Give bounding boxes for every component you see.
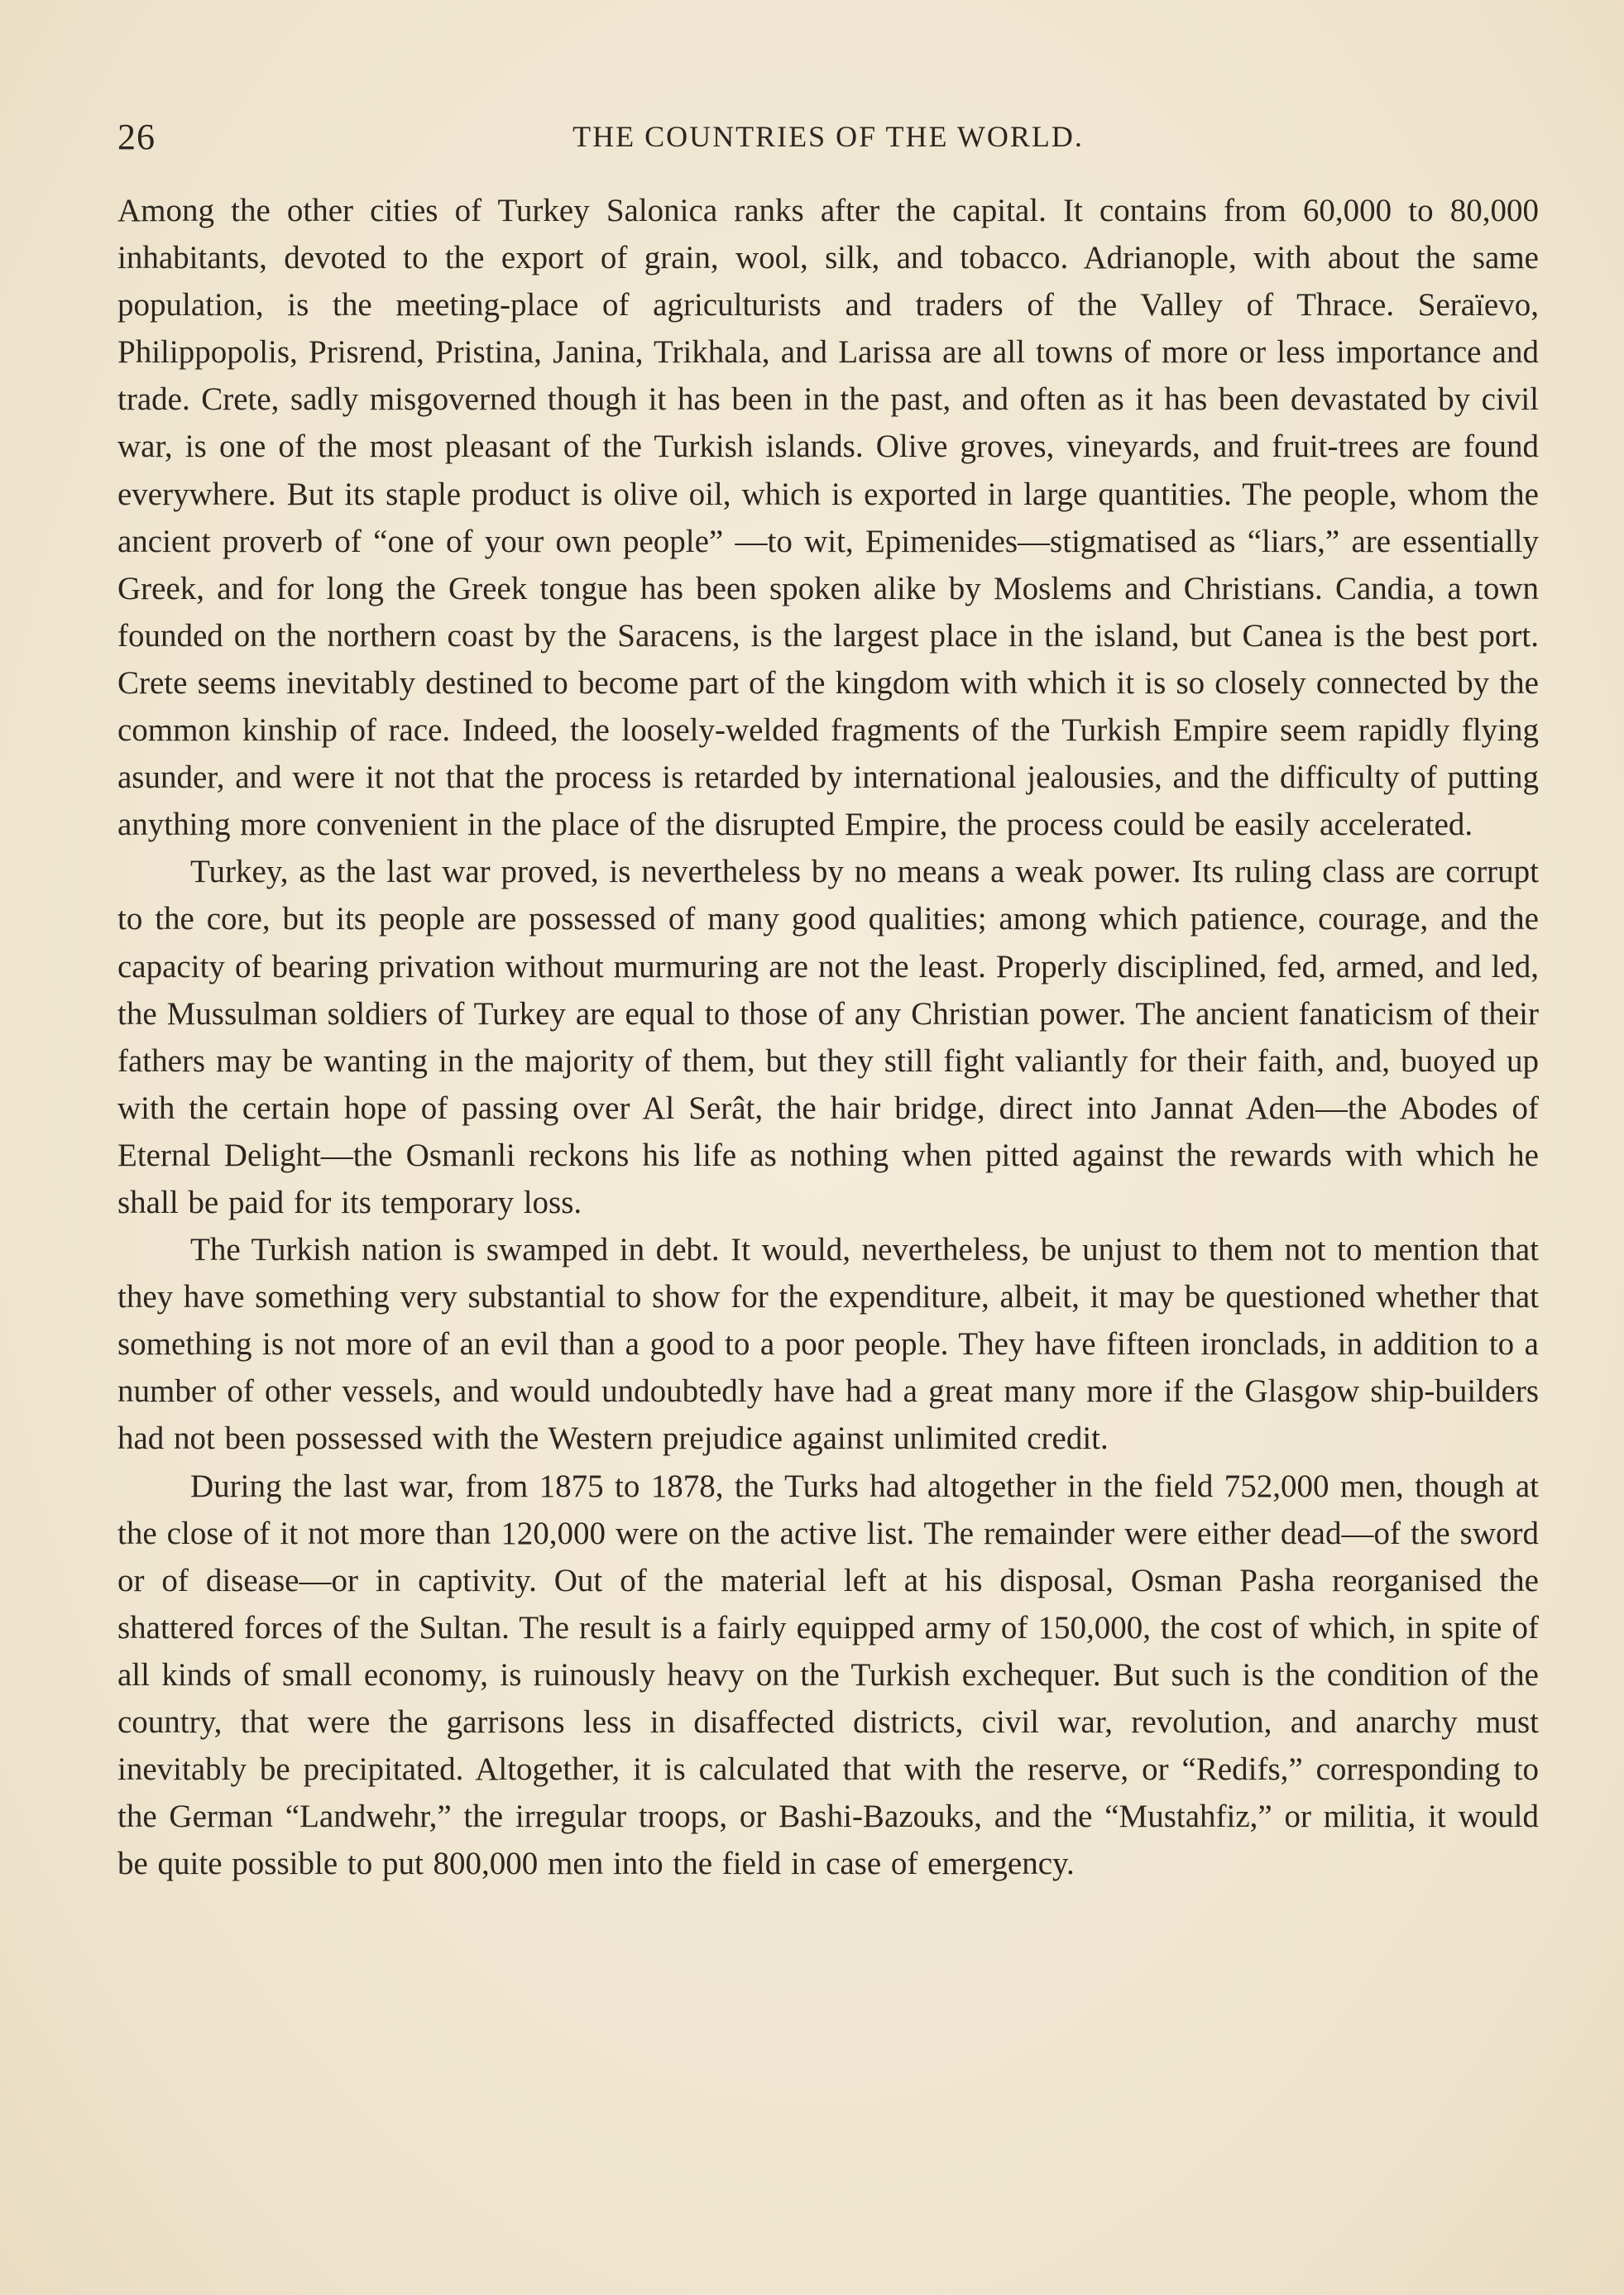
running-title: THE COUNTRIES OF THE WORLD. xyxy=(572,120,1084,153)
paragraph-debt: The Turkish nation is swamped in debt. It would, nevertheless, be unjust to them not to mention that they have something very substantial to show for the expenditure, albeit, it may be questioned whether that something is not more of an evil than a good to a poor people. They have fifteen ironclads, in addition to a number of other vessels, and would undoubtedly have had a great many more if the Glasgow ship-builders had not been possessed with the Western prejudice against unlimited credit. xyxy=(117,1232,1539,1457)
page-number: 26 xyxy=(117,117,156,157)
paragraph-army: During the last war, from 1875 to 1878, the Turks had altogether in the field 752,000 men, though at the close of it not more than 120,000 were on the active list. The remainder were either dead—of the sword or of disease—or in captivity. Out of the material left at his disposal, Osman Pasha reorganised the shattered forces of the Sultan. The result is a fairly equipped army of 150,000, the cost of which, in spite of all kinds of small economy, is ruinously heavy on the Turkish exchequer. But such is the condition of the country, that were the garrisons less in disaffected districts, civil war, revolution, and anarchy must inevitably be precipitated. Altogether, it is calculated that with the reserve, or “Redifs,” corresponding to the German “Landwehr,” the irregular troops, or Bashi-Bazouks, and the “Mustahfiz,” or militia, it would be quite possible to put 800,000 men into the field in case of emergency. xyxy=(117,1468,1539,1882)
running-head xyxy=(117,116,1539,165)
body-text xyxy=(117,187,1539,1887)
paragraph-power: Turkey, as the last war proved, is nevertheless by no means a weak power. Its ruling class are corrupt to the core, but its people are possessed of many good qualities; among which patience, courage, and the capacity of bearing privation without murmuring are not the least. Properly disciplined, fed, armed, and led, the Mussulman soldiers of Turkey are equal to those of any Christian power. The ancient fanaticism of their fathers may be wanting in the majority of them, but they still fight valiantly for their faith, and, buoyed up with the certain hope of passing over Al Serât, the hair bridge, direct into Jannat Aden—the Abodes of Eternal Delight—the Osmanli reckons his life as nothing when pitted against the rewards with which he shall be paid for its temporary loss. xyxy=(117,854,1539,1220)
paragraph-cities: Among the other cities of Turkey Salonica ranks after the capital. It contains from 60,000 to 80,000 inhabitants, devoted to the export of grain, wool, silk, and tobacco. Adrianople, with about the same population, is the meeting-place of agriculturists and traders of the Valley of Thrace. Seraïevo, Philippopolis, Prisrend, Pristina, Janina, Trikhala, and Larissa are all towns of more or less importance and trade. Crete, sadly misgoverned though it has been in the past, and often as it has been devastated by civil war, is one of the most pleasant of the Turkish islands. Olive groves, vineyards, and fruit-trees are found everywhere. But its staple product is olive oil, which is exported in large quantities. The people, whom the ancient proverb of “one of your own people” —to wit, Epimenides—stigmatised as “liars,” are essentially Greek, and for long the Greek tongue has been spoken alike by Moslems and Christians. Candia, a town founded on the northern coast by the Saracens, is the largest place in the island, but Canea is the best port. Crete seems inevitably destined to become part of the kingdom with which it is so closely connected by the common kinship of race. Indeed, the loosely-welded fragments of the Turkish Empire seem rapidly flying asunder, and were it not that the process is retarded by international jealousies, and the difficulty of putting anything more convenient in the place of the disrupted Empire, the process could be easily accelerated. xyxy=(117,193,1539,843)
